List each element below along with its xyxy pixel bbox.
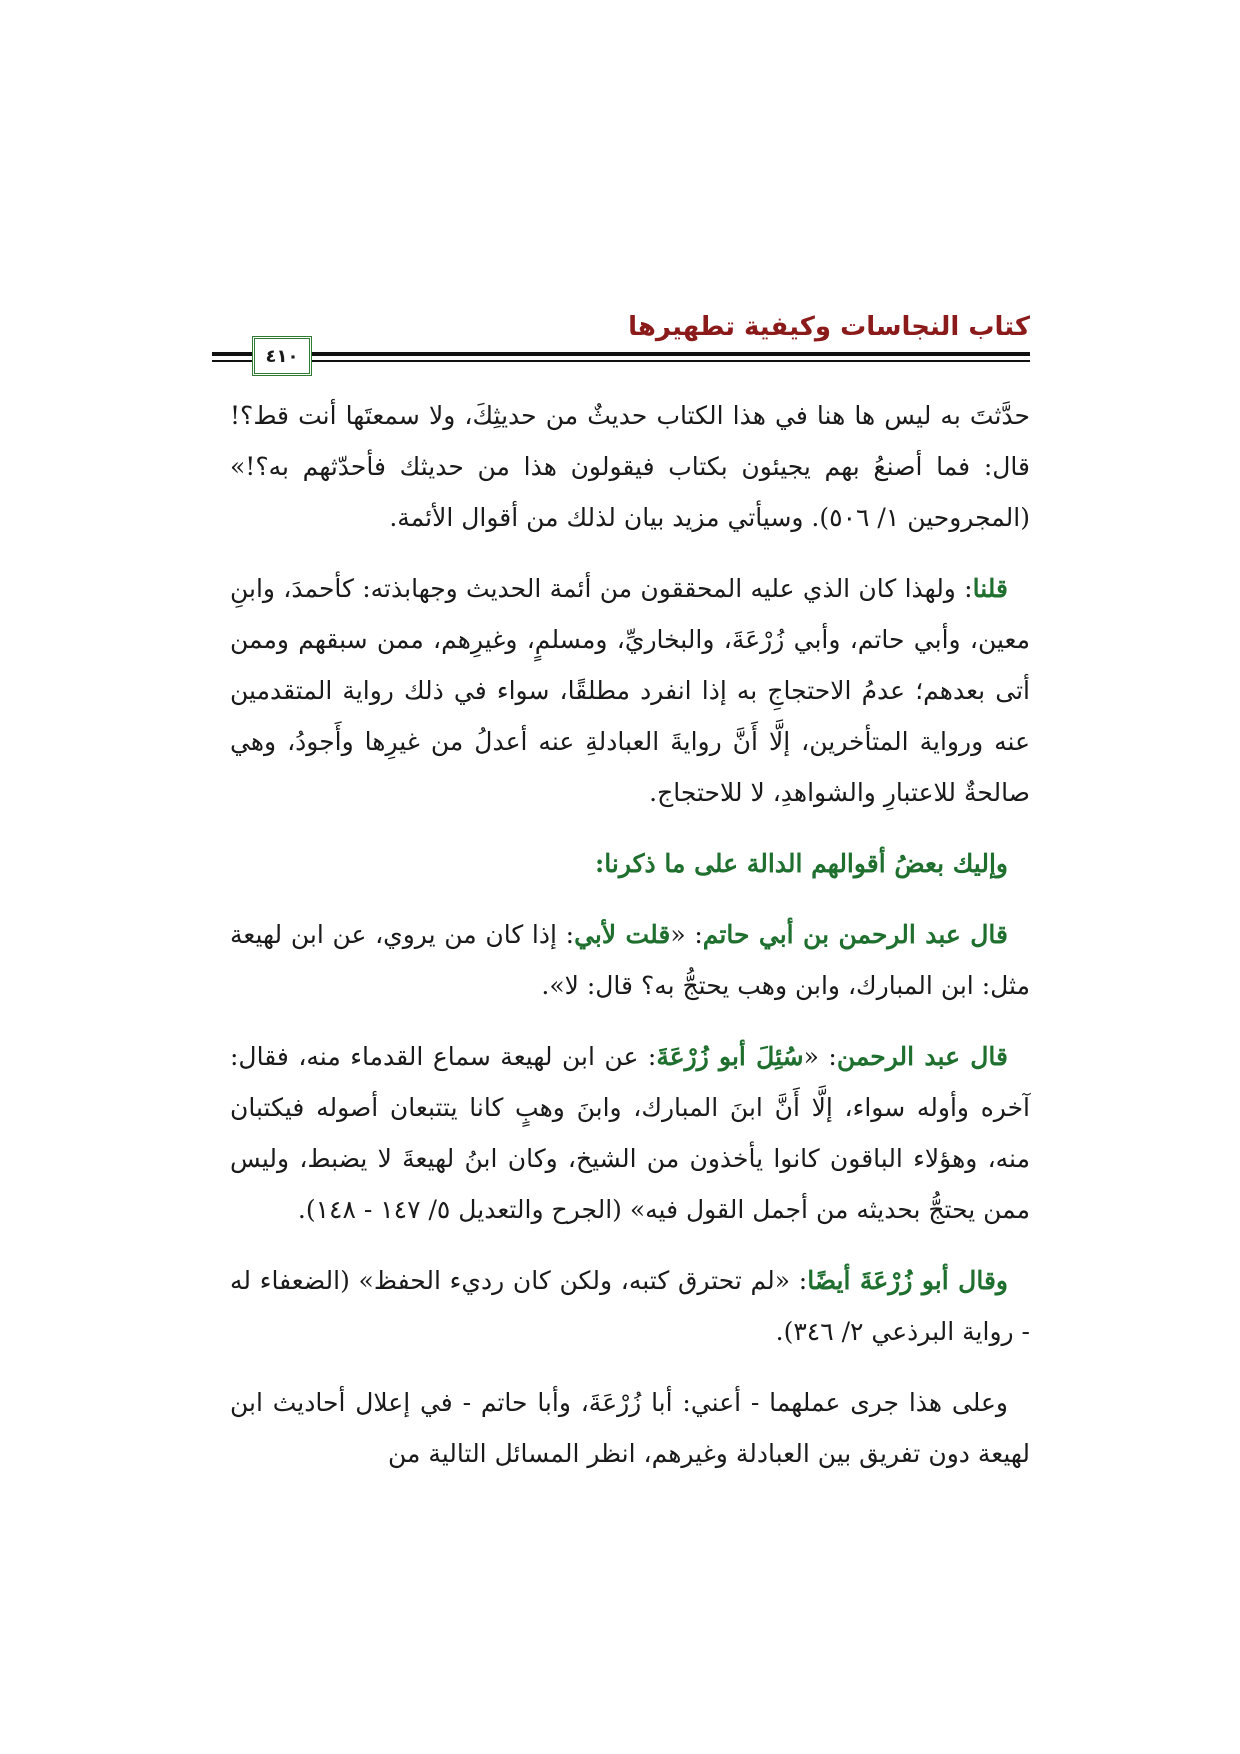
page-number-badge bbox=[252, 336, 312, 376]
page-header bbox=[212, 312, 1030, 382]
label-abdulrahman-ibn-abi-hatim: قال عبد الرحمن بن أبي حاتم bbox=[702, 920, 1008, 949]
section-heading: وإليك بعضُ أقوالهم الدالة على ما ذكرنا: bbox=[595, 849, 1008, 878]
running-title: كتاب النجاسات وكيفية تطهيرها bbox=[628, 312, 1030, 342]
paragraph-2-text: : ولهذا كان الذي عليه المحققون من أئمة الحديث وجهابذته: كأحمدَ، وابنِ معين، وأبي حاتم، وأبي زُرْعَةَ، والبخاريِّ، ومسلمٍ، وغيرِهم، ممن سبقهم وممن أتى بعدهم؛ عدمُ الاحتجاجِ به إذا انفرد مطلقًا، سواء في ذلك رواية المتقدمين عنه ورواية المتأخرين، إلَّا أَنَّ روايةَ العبادلةِ عنه أعدلُ من غيرِها وأَجودُ، وهي صالحةٌ للاعتبارِ والشواهدِ، لا للاحتجاج. bbox=[230, 574, 1030, 807]
label-suila-abu-zura: سُئِلَ أبو زُرْعَةَ bbox=[656, 1042, 804, 1071]
label-abdulrahman: قال عبد الرحمن bbox=[836, 1042, 1008, 1071]
paragraph-4-text: : عن ابن لهيعة سماع القدماء منه، فقال: آخره وأوله سواء، إلَّا أَنَّ ابنَ المبارك، وابنَ وهبٍ كانا يتتبعان أصوله فيكتبان منه، وهؤلاء الباقون كانوا يأخذون من الشيخ، وكان ابنُ لهيعةَ لا يضبط، وليس ممن يحتجُّ بحديثه من أجمل القول فيه» (الجرح والتعديل ٥/ ١٤٧ - ١٤٨). bbox=[230, 1042, 1030, 1224]
label-qulna: قلنا bbox=[972, 574, 1008, 603]
separator: : « bbox=[803, 1042, 837, 1071]
separator: : « bbox=[670, 920, 703, 949]
paragraph-6: وعلى هذا جرى عملهما - أعني: أبا زُرْعَةَ، وأبا حاتم - في إعلال أحاديث ابن لهيعة دون تفريق بين العبادلة وغيرهم، انظر المسائل التالية من bbox=[230, 1388, 1030, 1468]
label-abu-zura-aydan: وقال أبو زُرْعَةَ أيضًا bbox=[807, 1266, 1008, 1295]
paragraph-5-text: : «لم تحترق كتبه، ولكن كان رديء الحفظ» (الضعفاء له - رواية البرذعي ٢/ ٣٤٦). bbox=[230, 1266, 1030, 1346]
paragraph-4 bbox=[230, 1031, 1030, 1235]
paragraph-5 bbox=[230, 1255, 1030, 1357]
page-number: ٤١٠ bbox=[265, 345, 299, 367]
paragraph-3 bbox=[230, 909, 1030, 1011]
paragraph-3-text: : إذا كان من يروي، عن ابن لهيعة مثل: ابن المبارك، وابن وهب يحتجُّ به؟ قال: لا». bbox=[230, 920, 1030, 1000]
main-text bbox=[230, 390, 1030, 1499]
label-qultu-li-abi: قلت لأبي bbox=[574, 920, 671, 949]
paragraph-2 bbox=[230, 563, 1030, 818]
header-rule-thin bbox=[212, 360, 1030, 362]
header-rule bbox=[212, 352, 1030, 356]
paragraph-1: حدَّثتَ به ليس ها هنا في هذا الكتاب حديثٌ من حديثِكَ، ولا سمعتَها أنت قط؟! قال: فما أصنعُ بهم يجيئون بكتاب فيقولون هذا من حديثك فأحدّثهم به؟!» (المجروحين ١/ ٥٠٦). وسيأتي مزيد بيان لذلك من أقوال الأئمة. bbox=[230, 401, 1030, 532]
